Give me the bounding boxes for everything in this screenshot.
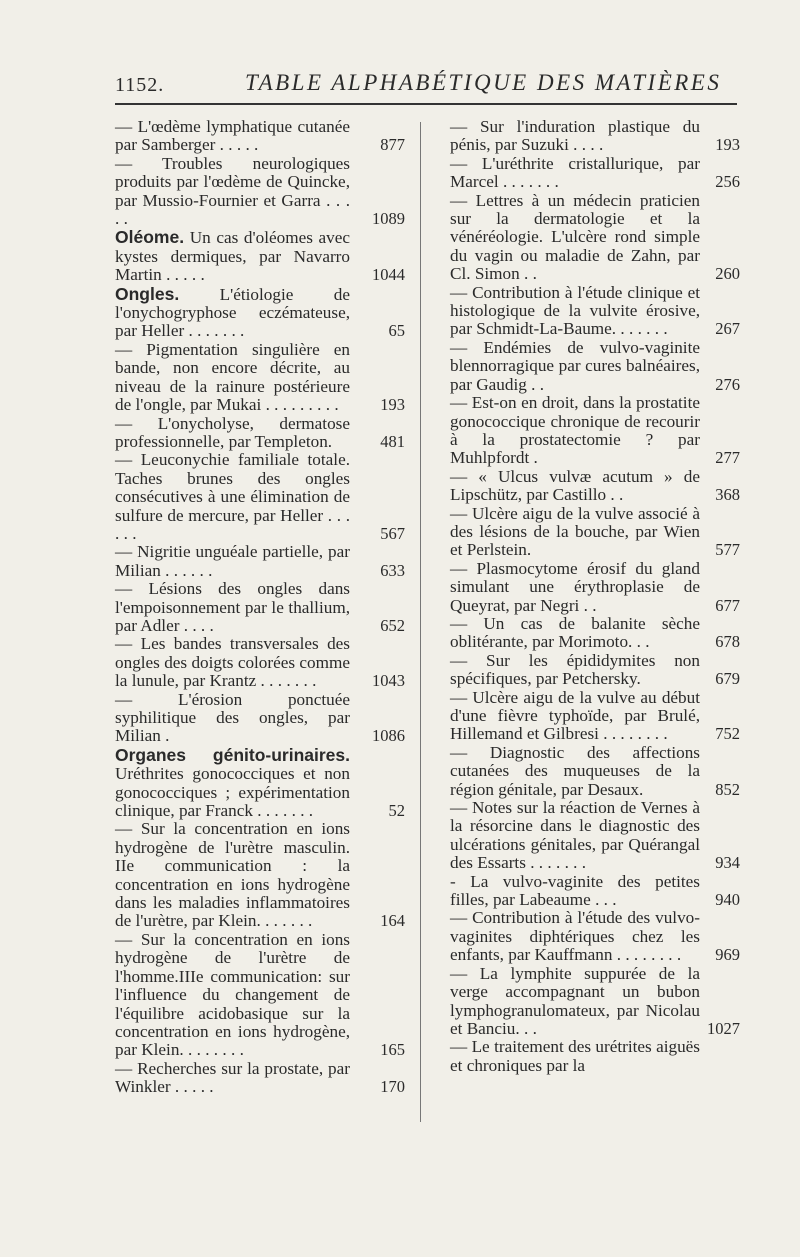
entry-page-number: 256: [715, 172, 740, 192]
entry-text: — Ulcère aigu de la vulve associé à des lésions de la bouche, par Wien et Perlstein.: [450, 503, 700, 560]
entry-page-number: 1027: [707, 1018, 740, 1038]
header-rule: [115, 103, 737, 105]
entry-page-number: 969: [715, 945, 740, 965]
index-entry: [450, 505, 740, 560]
entry-text: — Troubles neurologiques produits par l'œdème de Quincke, par Mussio-Fournier et Garra . . . . .: [115, 153, 350, 229]
index-entry: [450, 689, 740, 744]
entry-text: — Leuconychie familiale totale. Taches brunes des ongles consécutives à une élimination de sulfure de mercure, par Heller . . . . . .: [115, 450, 350, 543]
entry-text: — Recherches sur la prostate, par Winkler . . . . .: [115, 1058, 350, 1097]
entry-text: — Un cas de balanite sèche oblitérante, par Morimoto. . .: [450, 613, 700, 652]
entry-text: — Pigmentation singulière en bande, non encore décrite, au niveau de la rainure postérieure de l'ongle, par Mukai . . . . . . . . .: [115, 339, 350, 415]
entry-text: — L'œdème lymphatique cutanée par Samberger . . . . .: [115, 117, 350, 155]
entry-page-number: 193: [380, 395, 405, 415]
page-header: [115, 62, 740, 102]
index-entry: [115, 415, 405, 452]
entry-page-number: 1043: [372, 671, 405, 691]
index-entry: [115, 820, 405, 930]
entry-text: Un cas d'oléomes avec kystes dermiques, par Navarro Martin . . . . .: [115, 228, 350, 285]
entry-page-number: 577: [715, 540, 740, 560]
entry-page-number: 170: [380, 1077, 405, 1097]
entry-headword: Ongles.: [115, 283, 180, 304]
index-entry: [450, 1038, 740, 1075]
entry-text: — Contribution à l'étude clinique et histologique de la vulvite érosive, par Schmidt-La-Baume. . . . . . .: [450, 282, 700, 339]
entry-text: — Endémies de vulvo-vaginite blennorragique par cures balnéaires, par Gaudig . .: [450, 337, 700, 394]
entry-text: — Plasmocytome érosif du gland simulant une érythroplasie de Queyrat, par Negri . .: [450, 558, 700, 615]
index-entry: [450, 118, 740, 155]
entry-page-number: 260: [715, 264, 740, 284]
entry-text: — Lésions des ongles dans l'empoisonnement par le thallium, par Adler . . . .: [115, 579, 350, 635]
entry-page-number: 679: [715, 669, 740, 689]
entry-text: — Sur les épididymites non spécifiques, par Petchersky.: [450, 650, 700, 689]
entry-text: — Nigritie unguéale partielle, par Milian . . . . . .: [115, 542, 350, 580]
entry-page-number: 633: [380, 560, 405, 580]
index-entry: [115, 228, 405, 284]
index-entry: [450, 284, 740, 339]
index-entry: [450, 965, 740, 1039]
entry-text: — La lymphite suppurée de la verge accompagnant un bubon lymphogranulomateux, par Nicolau et Banciu. . .: [450, 963, 700, 1038]
entry-text: L'étiologie de l'onychogryphose eczémateuse, par Heller . . . . . . .: [115, 284, 350, 341]
index-entry: [450, 652, 740, 689]
entry-page-number: 934: [715, 853, 740, 873]
entry-text: — Contribution à l'étude des vulvo-vaginites diphtériques chez les enfants, par Kauffmann . . . . . . . .: [450, 908, 700, 965]
entry-text: — Sur la concentration en ions hydrogène de l'urètre masculin. IIe communication : la concentration en ions hydrogène dans les maladies inflammatoires de l'urètre, par Klein. . . . . . .: [115, 819, 350, 931]
index-entry: [115, 543, 405, 580]
entry-text: — « Ulcus vulvæ acutum » de Lipschütz, par Castillo . .: [450, 466, 700, 505]
entry-page-number: 877: [380, 135, 405, 155]
entry-page-number: 267: [715, 319, 740, 339]
index-entry: [450, 909, 740, 964]
entry-page-number: 1089: [372, 209, 405, 229]
running-title: TABLE ALPHABÉTIQUE DES MATIÈRES: [245, 70, 722, 95]
index-entry: [450, 615, 740, 652]
entry-text: — Notes sur la réaction de Vernes à la résorcine dans le diagnostic des ulcérations génitales, par Quérangal des Essarts . . . . . . .: [450, 798, 700, 873]
entry-text: — Le traitement des urétrites aiguës et chroniques par la: [450, 1037, 700, 1075]
page-number: 1152.: [115, 74, 165, 96]
entry-page-number: 193: [715, 135, 740, 155]
entry-page-number: 277: [715, 448, 740, 468]
index-entry: [115, 285, 405, 341]
index-entry: [450, 155, 740, 192]
index-entry: [450, 873, 740, 910]
entry-text: — L'uréthrite cristallurique, par Marcel . . . . . . .: [450, 153, 700, 192]
index-entry: [115, 635, 405, 690]
entry-text: — Sur la concentration en ions hydrogène de l'urètre de l'homme.IIIe communication: sur l'influence du changement de l'équilibre acidobasique sur la concentration en ions hydrogène, par Klein. . . . . . . .: [115, 929, 350, 1060]
left-column: [115, 118, 405, 1097]
entry-text: — Lettres à un médecin praticien sur la dermatologie et la vénéréologie. L'ulcère rond simple du vagin ou maladie de Zahn, par Cl. Simon . .: [450, 190, 700, 284]
index-entry: [115, 451, 405, 543]
entry-page-number: 276: [715, 374, 740, 394]
entry-page-number: 165: [380, 1040, 405, 1060]
entry-text: — L'onycholyse, dermatose professionnelle, par Templeton.: [115, 413, 350, 451]
entry-text: — Les bandes transversales des ongles des doigts colorées comme la lunule, par Krantz . . . . . . .: [115, 634, 350, 691]
index-entry: [450, 394, 740, 468]
entry-page-number: 164: [380, 911, 405, 931]
index-entry: [115, 746, 405, 821]
index-entry: [115, 580, 405, 635]
index-entry: [450, 560, 740, 615]
entry-page-number: 1044: [372, 265, 405, 285]
entry-text: — Est-on en droit, dans la prostatite gonococcique chronique de recourir à la prostatectomie ? par Muhlpfordt .: [450, 393, 700, 468]
index-entry: [450, 192, 740, 284]
entry-page-number: 652: [380, 615, 405, 635]
right-column: [450, 118, 740, 1075]
index-entry: [450, 799, 740, 873]
entry-text: — Sur l'induration plastique du pénis, par Suzuki . . . .: [450, 117, 700, 155]
entry-page-number: 52: [388, 801, 405, 821]
index-entry: [115, 931, 405, 1060]
entry-text: — L'érosion ponctuée syphilitique des ongles, par Milian .: [115, 689, 350, 746]
index-entry: [450, 744, 740, 799]
index-entry: [115, 118, 405, 155]
index-entry: [450, 339, 740, 394]
entry-page-number: 1086: [372, 726, 405, 746]
column-divider: [420, 122, 421, 1122]
index-entry: [115, 155, 405, 229]
entry-page-number: 852: [715, 779, 740, 799]
entry-page-number: 65: [388, 321, 405, 341]
entry-headword: Organes génito-urinaires.: [115, 744, 350, 765]
index-entry: [115, 691, 405, 746]
entry-page-number: 678: [715, 632, 740, 652]
entry-text: Uréthrites gonococciques et non gonococciques ; expérimentation clinique, par Franck . . . . . . .: [115, 764, 350, 821]
entry-page-number: 567: [380, 523, 405, 543]
entry-page-number: 677: [715, 595, 740, 615]
entry-page-number: 940: [715, 890, 740, 910]
entry-headword: Oléome.: [115, 227, 185, 248]
entry-page-number: 481: [380, 431, 405, 451]
entry-text: — Ulcère aigu de la vulve au début d'une fièvre typhoïde, par Brulé, Hillemand et Gilbresi . . . . . . . .: [450, 687, 700, 744]
entry-page-number: 368: [715, 485, 740, 505]
index-entry: [115, 1060, 405, 1097]
index-entry: [115, 341, 405, 415]
entry-page-number: 752: [715, 724, 740, 744]
entry-text: - La vulvo-vaginite des petites filles, par Labeaume . . .: [450, 871, 700, 910]
entry-text: — Diagnostic des affections cutanées des muqueuses de la région génitale, par Desaux.: [450, 742, 700, 799]
index-entry: [450, 468, 740, 505]
